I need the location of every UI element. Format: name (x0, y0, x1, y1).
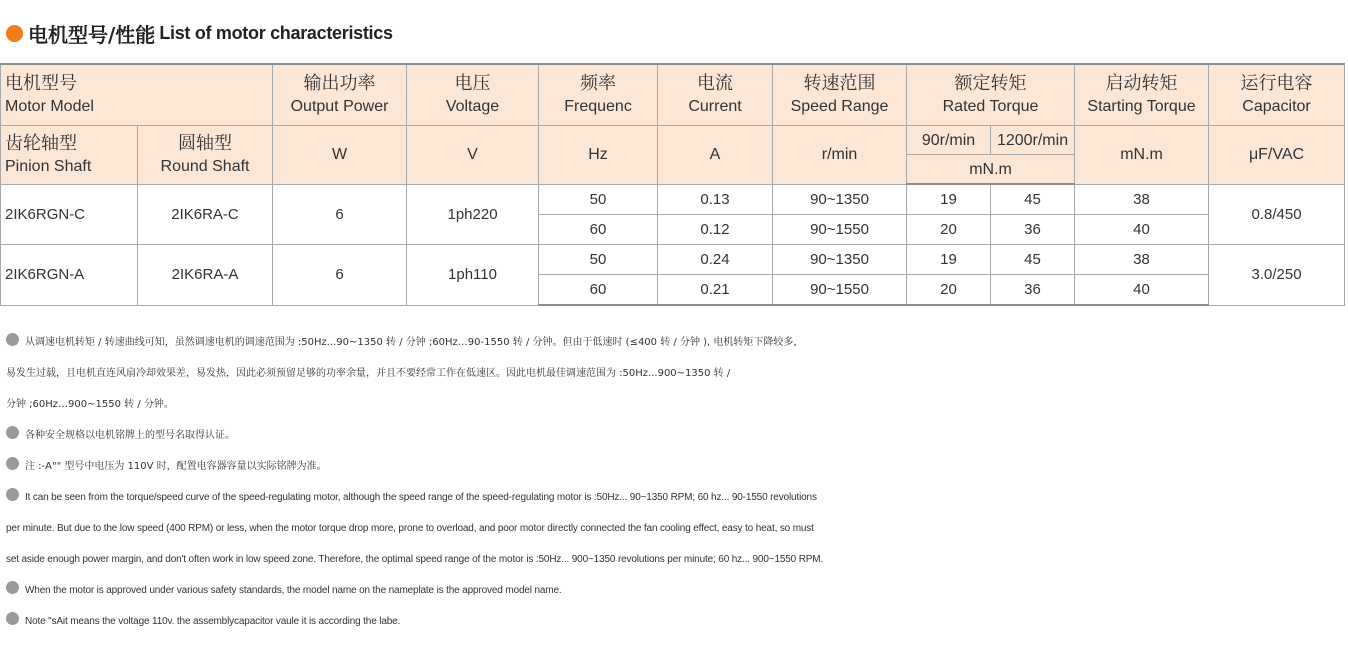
header-row-1 (1, 64, 1345, 126)
current-value: 0.12 (658, 215, 773, 245)
note-en-safety: When the motor is approved under various safety standards, the model name on the nameplate is the approved model name. (6, 575, 1346, 606)
page-title (6, 18, 393, 48)
title-en: List of motor characteristics (159, 22, 393, 43)
note-cn-voltage: 注 :-A"" 型号中电压为 110V 时，配置电容器容量以实际铭牌为准。 (6, 451, 1346, 482)
current-header: 电流 Current (658, 64, 773, 126)
power-value: 6 (273, 184, 407, 245)
round-model: 2IK6RA-A (138, 245, 273, 306)
torque-1200-value: 36 (991, 275, 1075, 306)
bullet-icon (6, 457, 19, 470)
voltage-value: 1ph110 (407, 245, 539, 306)
capacitor-value: 3.0/250 (1209, 245, 1345, 306)
capacitor-value: 0.8/450 (1209, 184, 1345, 245)
torque-90-value: 20 (907, 215, 991, 245)
motor-model-header: 电机型号 Motor Model (1, 64, 273, 126)
bullet-icon (6, 488, 19, 501)
torque-1200-value: 45 (991, 184, 1075, 215)
round-shaft-header: 圆轴型 Round Shaft (138, 126, 273, 185)
unit-torque: mN.m (907, 155, 1075, 185)
current-value: 0.21 (658, 275, 773, 306)
speed-value: 90~1350 (773, 184, 907, 215)
capacitor-header: 运行电容 Capacitor (1209, 64, 1345, 126)
note-cn-speed-range: 从调速电机转矩 / 转速曲线可知，虽然调速电机的调速范围为 :50Hz...90~1350 转 / 分钟 ;60Hz…90-1550 转 / 分钟。但由于低速时 (≤400 转 / 分钟 ), 电机转矩下降较多， 易发生过载，且电机直连风扇冷却效果差，易发热，因此必须预留足够的功率余量，并且不要经常工作在低速区。因此电机最佳调速范围为 :50Hz...900~1350 转 / 分钟 ;60Hz…900~1550 转 / 分钟。 (6, 327, 1346, 420)
unit-capacitor: μF/VAC (1209, 126, 1345, 185)
torque-1200-header: 1200r/min (991, 126, 1075, 155)
round-model: 2IK6RA-C (138, 184, 273, 245)
torque-90-value: 20 (907, 275, 991, 306)
start-torque-value: 40 (1075, 275, 1209, 306)
speed-value: 90~1550 (773, 215, 907, 245)
note-cn-safety: 各种安全规格以电机铭牌上的型号名取得认证。 (6, 420, 1346, 451)
notes-section (6, 327, 1346, 637)
rated-torque-header: 额定转矩 Rated Torque (907, 64, 1075, 126)
current-value: 0.24 (658, 245, 773, 275)
bullet-icon (6, 426, 19, 439)
note-en-voltage: Note "sAit means the voltage 110v. the assemblycapacitor vaule it is according the labe. (6, 606, 1346, 637)
starting-torque-header: 启动转矩 Starting Torque (1075, 64, 1209, 126)
current-value: 0.13 (658, 184, 773, 215)
torque-90-header: 90r/min (907, 126, 991, 155)
start-torque-value: 38 (1075, 245, 1209, 275)
frequency-header: 频率 Frequenc (539, 64, 658, 126)
torque-1200-value: 45 (991, 245, 1075, 275)
torque-90-value: 19 (907, 245, 991, 275)
pinion-shaft-header: 齿轮轴型 Pinion Shaft (1, 126, 138, 185)
freq-value: 60 (539, 215, 658, 245)
torque-90-value: 19 (907, 184, 991, 215)
output-power-header: 输出功率 Output Power (273, 64, 407, 126)
power-value: 6 (273, 245, 407, 306)
table-row (1, 184, 1345, 215)
motor-characteristics-table (0, 63, 1345, 306)
pinion-model: 2IK6RGN-A (1, 245, 138, 306)
speed-range-header: 转速范围 Speed Range (773, 64, 907, 126)
header-row-2 (1, 126, 1345, 155)
voltage-header: 电压 Voltage (407, 64, 539, 126)
unit-voltage: V (407, 126, 539, 185)
speed-value: 90~1550 (773, 275, 907, 306)
pinion-model: 2IK6RGN-C (1, 184, 138, 245)
speed-value: 90~1350 (773, 245, 907, 275)
freq-value: 50 (539, 245, 658, 275)
freq-value: 50 (539, 184, 658, 215)
unit-current: A (658, 126, 773, 185)
bullet-icon (6, 612, 19, 625)
start-torque-value: 38 (1075, 184, 1209, 215)
unit-frequency: Hz (539, 126, 658, 185)
bullet-icon (6, 581, 19, 594)
title-cn: 电机型号/性能 (28, 22, 156, 47)
freq-value: 60 (539, 275, 658, 306)
unit-start-torque: mN.m (1075, 126, 1209, 185)
orange-dot-icon (6, 25, 23, 42)
table-row (1, 245, 1345, 275)
bullet-icon (6, 333, 19, 346)
torque-1200-value: 36 (991, 215, 1075, 245)
unit-speed: r/min (773, 126, 907, 185)
unit-power: W (273, 126, 407, 185)
voltage-value: 1ph220 (407, 184, 539, 245)
note-en-speed-range: It can be seen from the torque/speed curve of the speed-regulating motor, although the speed range of the speed-regulating motor is :50Hz... 90~1350 RPM; 60 hz... 90-1550 revolutions per minute. But due to the low speed (400 RPM) or less, when the motor torque drop more, prone to overload, and poor motor directly connected the fan cooling effect, easy to heat, so must set aside enough power margin, and don't often work in low speed zone. Therefore, the optimal speed range of the motor is :50Hz... 900~1350 revolutions per minute; 60 hz... 900~1550 RPM. (6, 482, 1346, 575)
start-torque-value: 40 (1075, 215, 1209, 245)
